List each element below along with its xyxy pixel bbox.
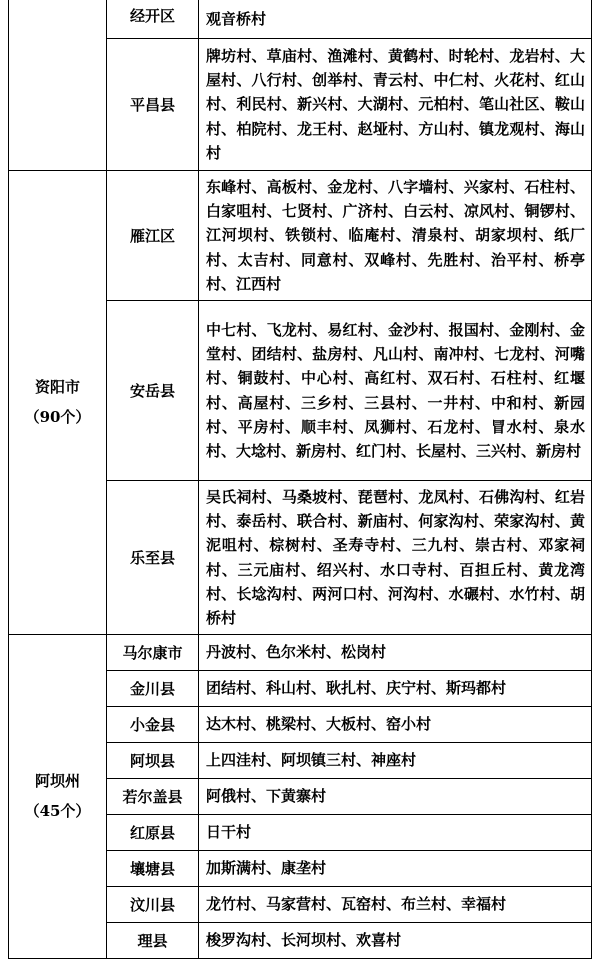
villages-cell xyxy=(199,886,592,922)
county-name: 理县 xyxy=(137,931,168,950)
county-name: 若尔盖县 xyxy=(122,787,183,806)
city-cell xyxy=(9,170,107,634)
villages-text: 观音桥村 xyxy=(206,10,267,29)
county-cell xyxy=(107,38,199,170)
city-cell xyxy=(9,634,107,958)
county-name: 小金县 xyxy=(129,715,175,734)
city-count: （90个） xyxy=(24,408,91,426)
villages-text: 中七村、飞龙村、易红村、金沙村、报国村、金刚村、金堂村、团结村、盐房村、凡山村、南冲村、七龙村、河嘴村、铜鼓村、中心村、高红村、双石村、石柱村、红堰村、高屋村、三乡村、三县村、一井村、中和村、新园村、平房村、顺丰村、凤狮村、石龙村、冒水村、泉水村、大埝村、新房村、红门村、长屋村、三兴村、新房村 xyxy=(206,320,585,460)
villages-cell xyxy=(199,480,592,634)
county-name: 经开区 xyxy=(129,7,175,26)
villages-cell xyxy=(199,0,592,38)
county-name: 雁江区 xyxy=(129,226,175,245)
county-cell xyxy=(107,706,199,742)
city-name: 阿坝州 xyxy=(34,772,80,790)
county-name: 平昌县 xyxy=(129,95,175,114)
villages-cell xyxy=(199,38,592,170)
county-name: 汶川县 xyxy=(129,895,175,914)
villages-text: 龙竹村、马家营村、瓦窑村、布兰村、幸福村 xyxy=(206,895,507,913)
city-count: （45个） xyxy=(24,802,91,820)
county-cell xyxy=(107,778,199,814)
county-cell xyxy=(107,850,199,886)
county-name: 壤塘县 xyxy=(129,859,175,878)
villages-cell xyxy=(199,814,592,850)
villages-text: 阿俄村、下黄寨村 xyxy=(206,787,327,805)
county-cell xyxy=(107,670,199,706)
villages-text: 丹波村、色尔米村、松岗村 xyxy=(206,643,387,661)
villages-text: 达木村、桃梁村、大板村、窑小村 xyxy=(206,715,432,733)
county-name: 阿坝县 xyxy=(129,751,175,770)
villages-cell xyxy=(199,778,592,814)
villages-text: 团结村、科山村、耿扎村、庆宁村、斯玛都村 xyxy=(206,679,507,697)
county-name: 安岳县 xyxy=(129,381,175,400)
villages-cell xyxy=(199,922,592,958)
village-table xyxy=(8,0,592,959)
villages-cell xyxy=(199,850,592,886)
table-row xyxy=(9,0,592,38)
city-cell xyxy=(9,0,107,170)
county-cell xyxy=(107,814,199,850)
villages-cell xyxy=(199,300,592,480)
county-name: 红原县 xyxy=(129,823,175,842)
villages-text: 牌坊村、草庙村、渔滩村、黄鹤村、时轮村、龙岩村、大屋村、八行村、创举村、青云村、中仁村、火花村、红山村、利民村、新兴村、大湖村、元柏村、笔山社区、鞍山村、柏院村、龙王村、赵垭村、方山村、镇龙观村、海山村 xyxy=(206,46,585,162)
villages-cell xyxy=(199,634,592,670)
county-name: 乐至县 xyxy=(129,548,175,567)
county-cell xyxy=(107,886,199,922)
county-cell xyxy=(107,742,199,778)
villages-text: 加斯满村、康垄村 xyxy=(206,859,327,877)
county-cell xyxy=(107,634,199,670)
villages-cell xyxy=(199,742,592,778)
county-name: 金川县 xyxy=(129,679,175,698)
villages-cell xyxy=(199,670,592,706)
table-row xyxy=(9,170,592,300)
villages-text: 吴氏祠村、马桑坡村、琵琶村、龙凤村、石佛沟村、红岩村、泰岳村、联合村、新庙村、何家沟村、荣家沟村、黄泥咀村、棕树村、圣寿寺村、三九村、崇古村、邓家祠村、三元庙村、绍兴村、水口寺村、百担丘村、黄龙湾村、长埝沟村、两河口村、河沟村、水碾村、水竹村、胡桥村 xyxy=(206,487,585,627)
county-cell xyxy=(107,300,199,480)
villages-text: 上四洼村、阿坝镇三村、神座村 xyxy=(206,751,417,769)
villages-text: 东峰村、高板村、金龙村、八字墙村、兴家村、石柱村、白家咀村、七贤村、广济村、白云村、凉风村、铜锣村、江河坝村、铁锁村、临庵村、清泉村、胡家坝村、纸厂村、太吉村、同意村、双峰村、先胜村、治平村、桥亭村、江西村 xyxy=(206,177,585,293)
villages-cell xyxy=(199,706,592,742)
county-cell xyxy=(107,922,199,958)
table-row xyxy=(9,634,592,670)
county-cell xyxy=(107,0,199,38)
villages-cell xyxy=(199,170,592,300)
city-name: 资阳市 xyxy=(34,378,80,396)
county-name: 马尔康市 xyxy=(122,643,183,662)
villages-text: 梭罗沟村、长河坝村、欢喜村 xyxy=(206,931,402,949)
villages-text: 日干村 xyxy=(206,823,252,841)
county-cell xyxy=(107,480,199,634)
county-cell xyxy=(107,170,199,300)
